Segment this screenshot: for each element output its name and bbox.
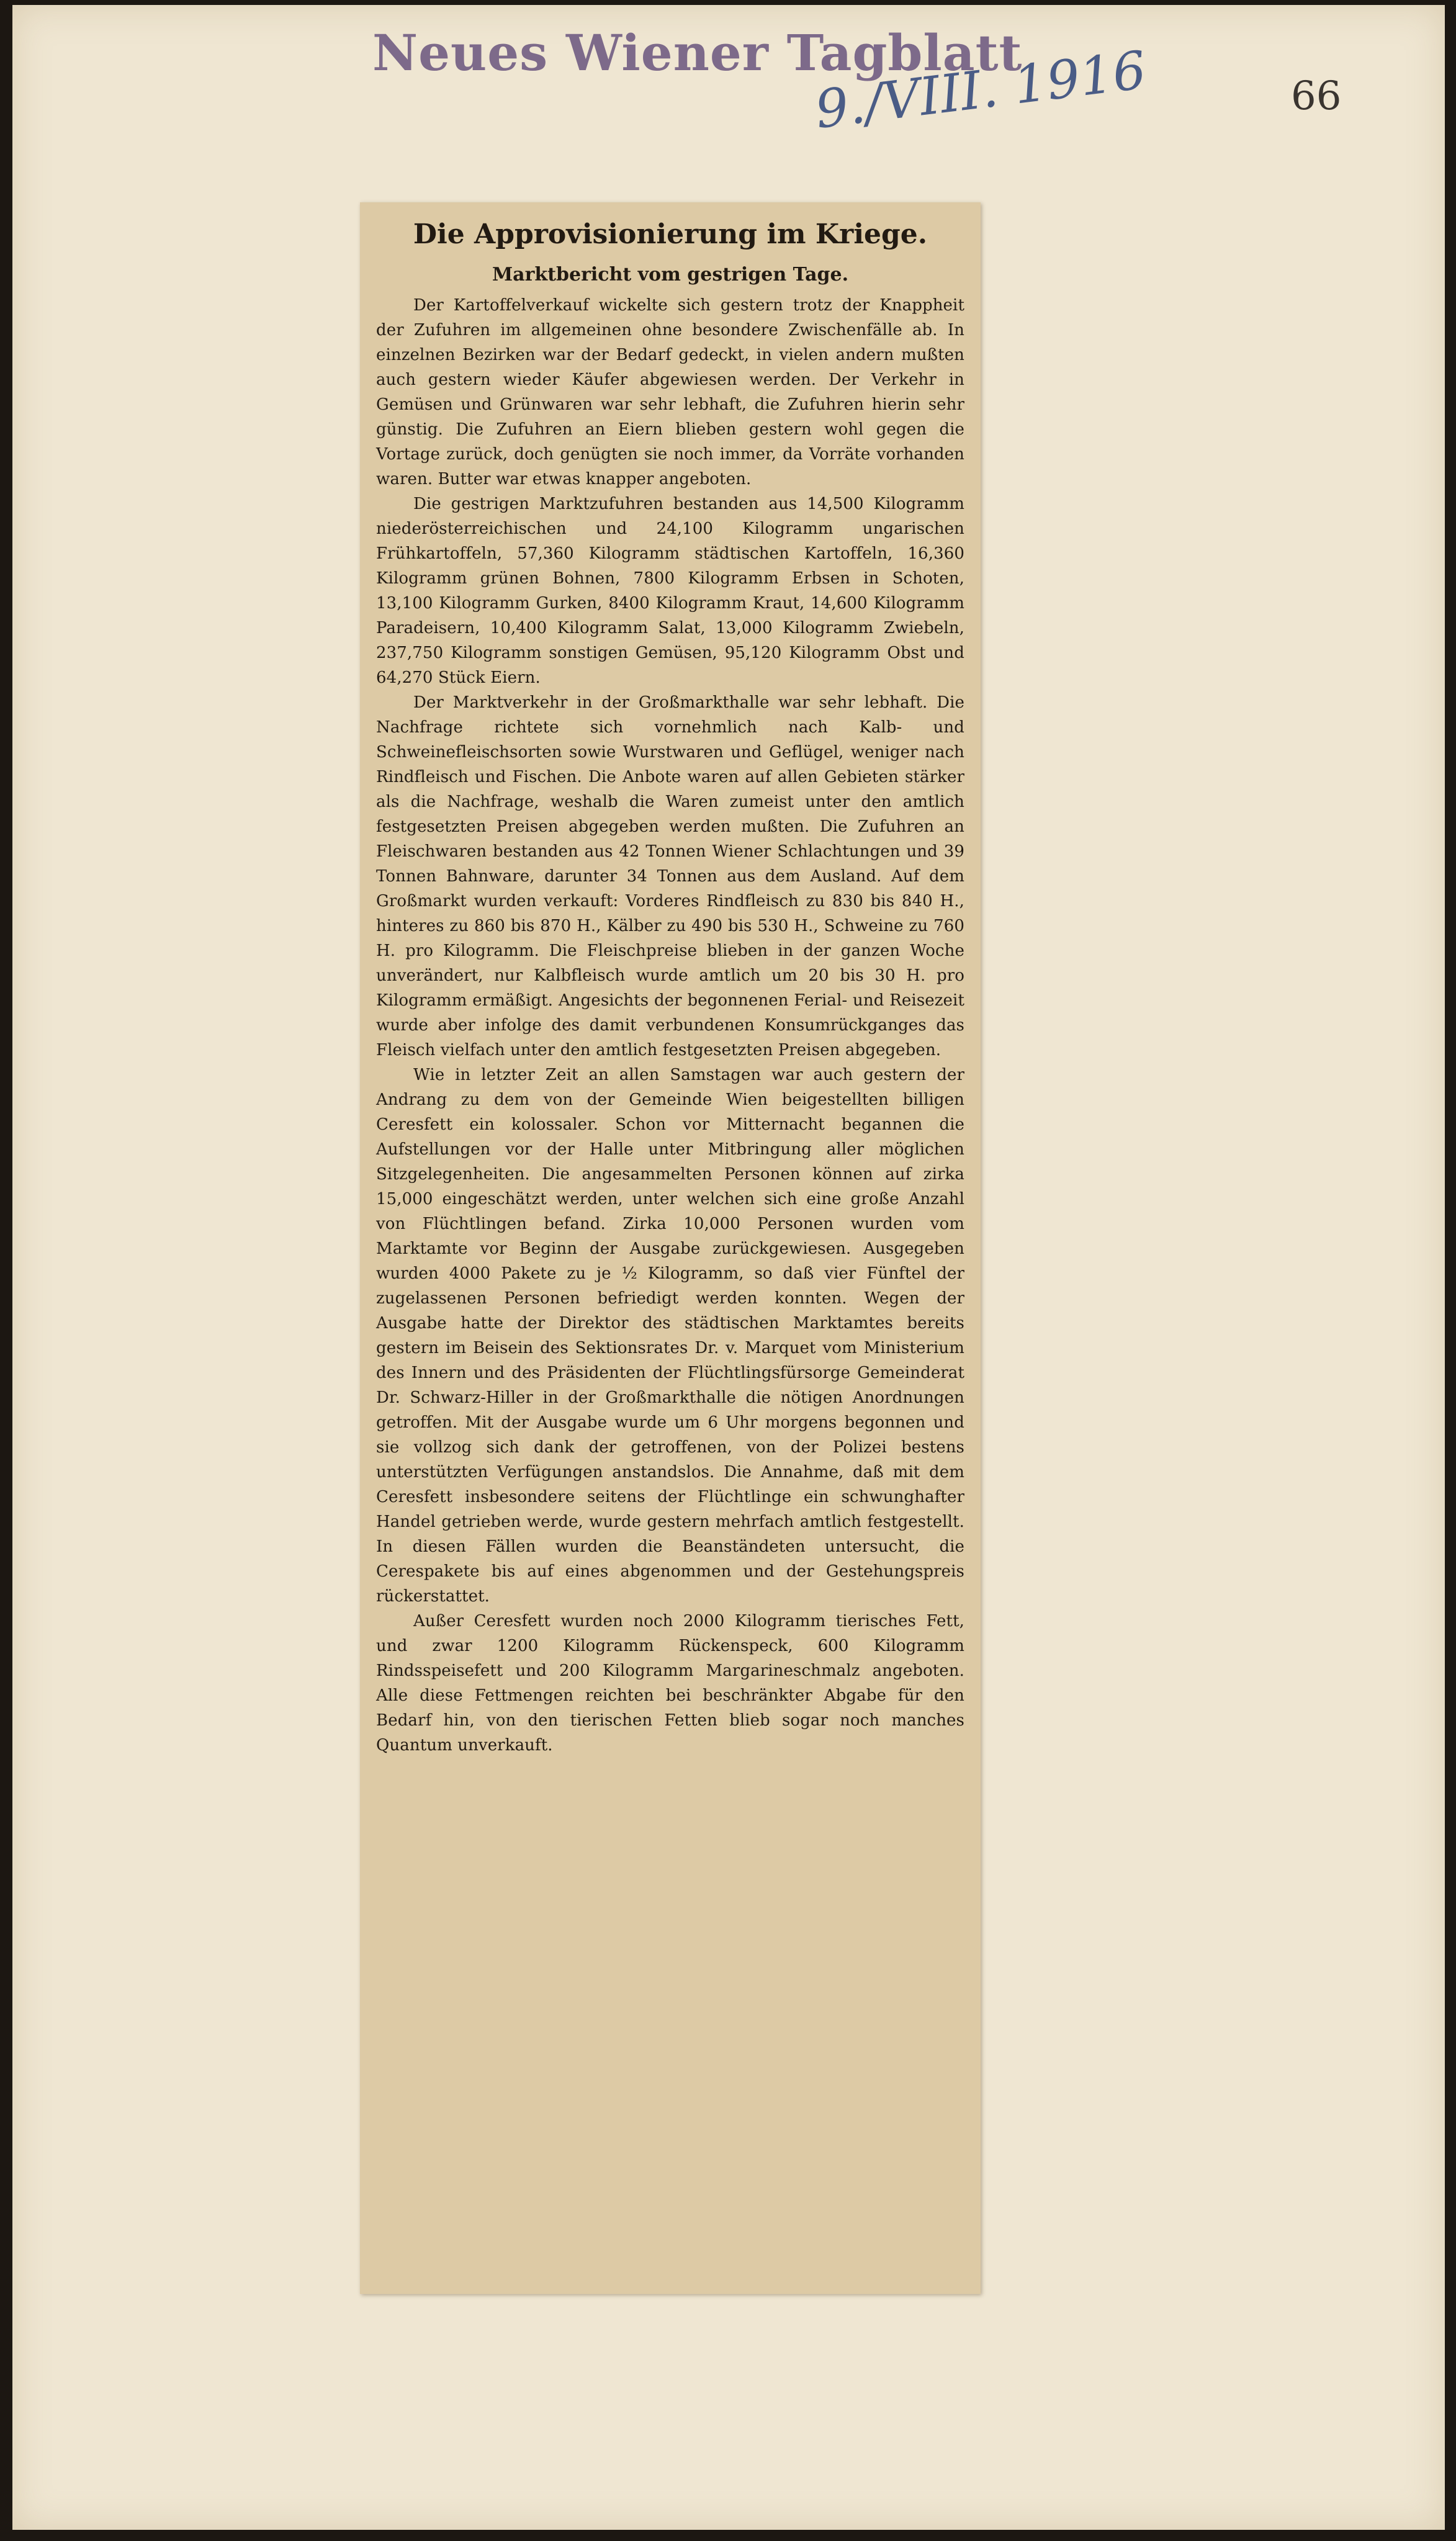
article-paragraph: Außer Ceresfett wurden noch 2000 Kilogramm tierisches Fett, und zwar 1200 Kilogramm Rückenspeck, 600 Kilogramm Rindsspeisefett und 200 Kilogramm Margarineschmalz angeboten. Alle diese Fettmengen reichten bei beschränkter Abgabe für den Bedarf hin, von den tierischen Fetten blieb sogar noch manches Quantum unverkauft. [376, 1612, 964, 1755]
newspaper-name-stamp: Neues Wiener Tagblatt [372, 24, 1023, 82]
article-paragraph: Wie in letzter Zeit an allen Samstagen war auch gestern der Andrang zu dem von der Gemeinde Wien beigestellten billigen Ceresfett ein kolossaler. Schon vor Mitternacht begannen die Aufstellungen vor der Halle unter Mitbringung aller möglichen Sitzgelegenheiten. Die angesammelten Personen können auf zirka 15,000 eingeschätzt werden, unter welchen sich eine große Anzahl von Flüchtlingen befand. Zirka 10,000 Personen wurden vom Marktamte vor Beginn der Ausgabe zurückgewiesen. Ausgegeben wurden 4000 Pakete zu je ½ Kilogramm, so daß vier Fünftel der zugelassenen Personen befriedigt werden konnten. Wegen der Ausgabe hatte der Direktor des städtischen Marktamtes bereits gestern im Beisein des Sektionsrates Dr. v. Marquet vom Ministerium des Innern und des Präsidenten der Flüchtlingsfürsorge Gemeinderat Dr. Schwarz-Hiller in der Großmarkthalle die nötigen Anordnungen getroffen. Mit der Ausgabe wurde um 6 Uhr morgens begonnen und sie vollzog sich dank der getroffenen, von der Polizei bestens unterstützten Verfügungen anstandslos. Die Annahme, daß mit dem Ceresfett insbesondere seitens der Flüchtlinge ein schwunghafter Handel getrieben werde, wurde gestern mehrfach amtlich festgestellt. In diesen Fällen wurden die Beanständeten untersucht, die Cerespakete bis auf eines abgenommen und der Gestehungspreis rückerstattet. [376, 1066, 964, 1606]
article-paragraph: Der Kartoffelverkauf wickelte sich gestern trotz der Knappheit der Zufuhren im allgemeinen ohne besondere Zwischenfälle ab. In einzelnen Bezirken war der Bedarf gedeckt, in vielen andern mußten auch gestern wieder Käufer abgewiesen werden. Der Verkehr in Gemüsen und Grünwaren war sehr lebhaft, die Zufuhren hierin sehr günstig. Die Zufuhren an Eiern blieben gestern wohl gegen die Vortage zurück, doch genügten sie noch immer, da Vorräte vorhanden waren. Butter war etwas knapper angeboten. [376, 296, 964, 488]
archive-sheet [12, 5, 1445, 2530]
newspaper-clipping [360, 202, 981, 2294]
article-paragraph: Der Marktverkehr in der Großmarkthalle war sehr lebhaft. Die Nachfrage richtete sich vornehmlich nach Kalb- und Schweinefleischsorten sowie Wurstwaren und Geflügel, weniger nach Rindfleisch und Fischen. Die Anbote waren auf allen Gebieten stärker als die Nachfrage, weshalb die Waren zumeist unter den amtlich festgesetzten Preisen abgegeben werden mußten. Die Zufuhren an Fleischwaren bestanden aus 42 Tonnen Wiener Schlachtungen und 39 Tonnen Bahnware, darunter 34 Tonnen aus dem Ausland. Auf dem Großmarkt wurden verkauft: Vorderes Rindfleisch zu 830 bis 840 H., hinteres zu 860 bis 870 H., Kälber zu 490 bis 530 H., Schweine zu 760 H. pro Kilogramm. Die Fleischpreise blieben in der ganzen Woche unverändert, nur Kalbfleisch wurde amtlich um 20 bis 30 H. pro Kilogramm ermäßigt. Angesichts der begonnenen Ferial- und Reisezeit wurde aber infolge des damit verbundenen Konsumrückganges das Fleisch vielfach unter den amtlich festgesetzten Preisen abgegeben. [376, 693, 964, 1059]
page-number: 66 [1291, 73, 1342, 119]
handwritten-date: 9./VIII. 1916 [812, 39, 1149, 140]
article-headline: Die Approvisionierung im Kriege. [413, 218, 928, 250]
article-paragraph: Die gestrigen Marktzufuhren bestanden aus 14,500 Kilogramm niederösterreichischen und 24,100 Kilogramm ungarischen Frühkartoffeln, 57,360 Kilogramm städtischen Kartoffeln, 16,360 Kilogramm grünen Bohnen, 7800 Kilogramm Erbsen in Schoten, 13,100 Kilogramm Gurken, 8400 Kilogramm Kraut, 14,600 Kilogramm Paradeisern, 10,400 Kilogramm Salat, 13,000 Kilogramm Zwiebeln, 237,750 Kilogramm sonstigen Gemüsen, 95,120 Kilogramm Obst und 64,270 Stück Eiern. [376, 495, 964, 687]
article-subheadline: Marktbericht vom gestrigen Tage. [492, 264, 849, 286]
